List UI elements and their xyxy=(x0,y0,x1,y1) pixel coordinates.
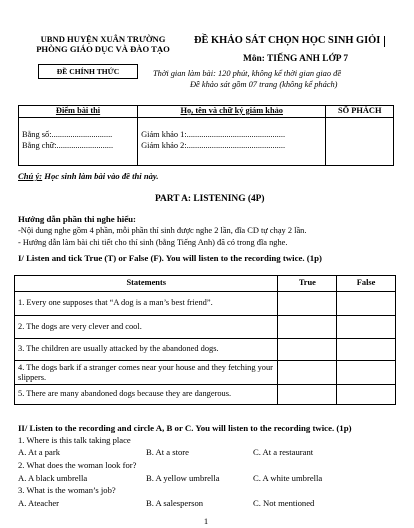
statement-1: 1. Every one supposes that “A dog is a man’s best friend”. xyxy=(15,292,278,316)
score-number-field[interactable]: Bằng số:............................. xyxy=(22,130,113,139)
section1-title: I/ Listen and tick True (T) or False (F). You will listen to the recording twice. (1p) xyxy=(18,253,322,263)
false-cell-3[interactable] xyxy=(337,339,396,361)
q2-option-b[interactable]: B. A yellow umbrella xyxy=(146,473,220,483)
question-1: 1. Where is this talk taking place xyxy=(18,435,131,445)
true-false-table xyxy=(14,275,396,405)
serial-header: SỐ PHÁCH xyxy=(326,106,394,118)
note-label: Chú ý: xyxy=(18,171,43,181)
examiner-header: Họ, tên và chữ ký giám khảo xyxy=(138,106,326,118)
true-cell-3[interactable] xyxy=(278,339,337,361)
false-cell-4[interactable] xyxy=(337,361,396,385)
guide-title: Hướng dẫn phần thi nghe hiểu: xyxy=(18,214,136,224)
serial-cell xyxy=(326,118,394,166)
title-cursor-mark xyxy=(384,36,385,47)
true-cell-1[interactable] xyxy=(278,292,337,316)
time-note: Thời gian làm bài: 120 phút, không kể thời gian giao đề xyxy=(153,69,342,78)
guide-line1: -Nội dung nghe gồm 4 phần, mỗi phần thí sinh được nghe 2 lần, đĩa CD tự chạy 2 lần. xyxy=(18,226,307,235)
note-line xyxy=(18,171,159,182)
statement-3: 3. The children are usually attacked by the abandoned dogs. xyxy=(15,339,278,361)
true-cell-4[interactable] xyxy=(278,361,337,385)
false-cell-2[interactable] xyxy=(337,316,396,339)
false-header: False xyxy=(337,276,396,292)
q2-option-c[interactable]: C. A white umbrella xyxy=(253,473,323,483)
examiner1-field[interactable]: Giám khảo 1:............................................... xyxy=(141,130,286,139)
question-3: 3. What is the woman’s job? xyxy=(18,485,116,495)
score-header: Điểm bài thi xyxy=(19,106,138,118)
official-label: ĐỀ CHÍNH THỨC xyxy=(38,64,138,79)
department-line1: UBND HUYỆN XUÂN TRƯỜNG xyxy=(40,34,166,44)
q1-option-b[interactable]: B. At a store xyxy=(146,447,189,457)
true-cell-5[interactable] xyxy=(278,385,337,405)
q3-option-a[interactable]: A. Ateacher xyxy=(18,498,60,508)
q3-option-c[interactable]: C. Not mentioned xyxy=(253,498,315,508)
statement-5: 5. There are many abandoned dogs because they are dangerous. xyxy=(15,385,278,405)
section2-title: II/ Listen to the recording and circle A, B or C. You will listen to the recording twice. (1p) xyxy=(18,423,352,433)
true-header: True xyxy=(278,276,337,292)
department-line2: PHÒNG GIÁO DỤC VÀ ĐÀO TẠO xyxy=(36,44,170,54)
q3-option-b[interactable]: B. A salesperson xyxy=(146,498,204,508)
exam-title: ĐỀ KHẢO SÁT CHỌN HỌC SINH GIỎI xyxy=(194,35,381,46)
statement-2: 2. The dogs are very clever and cool. xyxy=(15,316,278,339)
question-2: 2. What does the woman look for? xyxy=(18,460,137,470)
guide-line2: - Hướng dẫn làm bài chi tiết cho thí sinh (bằng Tiếng Anh) đã có trong đĩa nghe. xyxy=(18,238,288,247)
statements-header: Statements xyxy=(15,276,278,292)
q2-option-a[interactable]: A. A black umbrella xyxy=(18,473,88,483)
q1-option-a[interactable]: A. At a park xyxy=(18,447,61,457)
pages-note: Đề khảo sát gồm 07 trang (không kể phách) xyxy=(190,80,338,89)
page-number: 1 xyxy=(203,516,209,526)
true-cell-2[interactable] xyxy=(278,316,337,339)
note-text: Học sinh làm bài vào đề thi này. xyxy=(42,171,159,181)
false-cell-5[interactable] xyxy=(337,385,396,405)
q1-option-c[interactable]: C. At a restaurant xyxy=(253,447,314,457)
examiner2-field[interactable]: Giám khảo 2:............................................... xyxy=(141,140,286,150)
score-table xyxy=(18,105,394,166)
false-cell-1[interactable] xyxy=(337,292,396,316)
subject-line: Môn: TIẾNG ANH LỚP 7 xyxy=(243,54,349,64)
statement-4: 4. The dogs bark if a stranger comes near your house and they fetching your slippers. xyxy=(15,361,278,385)
part-a-heading: PART A: LISTENING (4P) xyxy=(155,194,265,204)
score-word-field[interactable]: Bằng chữ:........................... xyxy=(22,140,114,150)
